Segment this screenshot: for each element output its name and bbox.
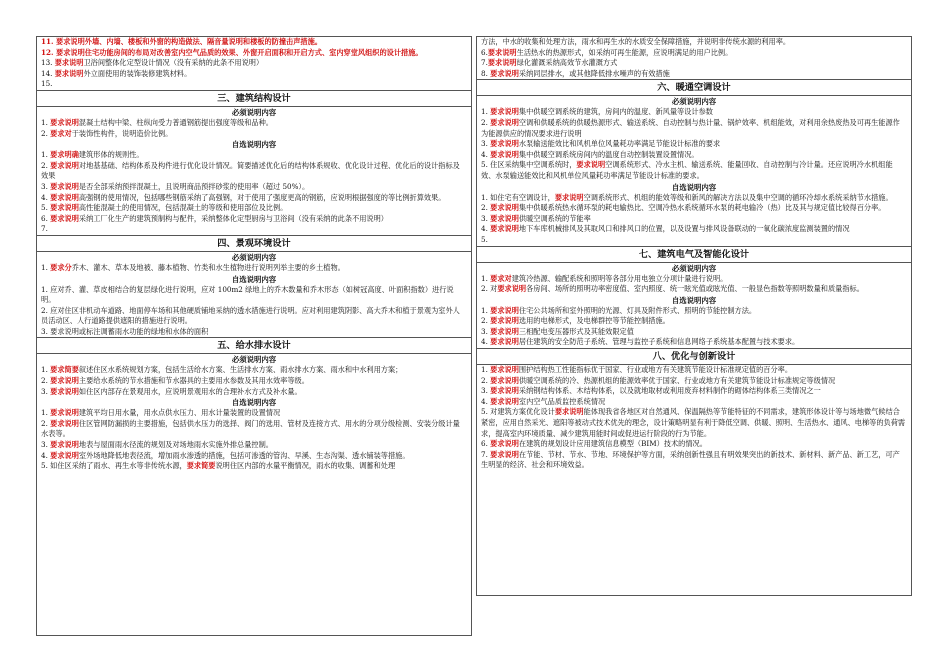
electrical-optional-item-4-keyword: 要求说明 bbox=[490, 337, 519, 347]
right-top-item-2: 6.要求说明生活热水的热源形式，如采纳可再生能源，应说明满足的用户比例。 bbox=[481, 47, 733, 57]
innovation-item-2: 2. 要求说明供暖空调系统的冷、热源机组的能源效率优于国家、行业或地方有关建筑节能设计标准规定等级情况 bbox=[481, 375, 836, 385]
subhead-required-landscape: 必须说明内容 bbox=[231, 252, 277, 262]
structure-optional-item-5-keyword: 要求说明 bbox=[50, 203, 79, 213]
innovation-item-3: 3. 要求说明采纳钢结构体系、木结构体系，以及就地取材或利用废弃材料制作的砌体结构体系三类情况之一 bbox=[481, 386, 821, 396]
right-top-item-2-keyword: 要求说明 bbox=[487, 47, 517, 57]
electrical-required-item-1: 1. 要求对建筑冷热源、输配系统和照明等各部分用电独立分项计量进行说明。 bbox=[481, 273, 728, 283]
innovation-item-2-keyword: 要求说明 bbox=[490, 375, 519, 385]
innovation-item-5-keyword: 要求说明 bbox=[554, 407, 584, 417]
electrical-optional-item-1-keyword: 要求说明 bbox=[490, 305, 519, 315]
electrical-optional-item-3: 3. 要求说明三相配电变压器形式及其能效限定值 bbox=[481, 326, 634, 336]
left-top-item-2: 12. 要求说明住宅功能房间的布局对改善室内空气品质的效果、外窗开启面积和开启方式、室内穿堂风组织的设计措施。 bbox=[41, 47, 423, 57]
landscape-optional-item-2: 2. 应对住区非机动车道路、地面停车场和其他硬质铺地采纳的透水措施进行说明。应对利用建筑阴影、高大乔木和植于景观为室外人员活动区、人行道路提供遮阳的措施进行说明。 bbox=[41, 305, 460, 326]
innovation-item-6-keyword: 要求说明 bbox=[490, 439, 519, 449]
hvac-required-item-2-keyword: 要求说明 bbox=[490, 117, 519, 127]
water-optional-item-3: 3. 要求说明地表与屋面雨水径流的规划及对场地雨水实施外排总量控制。 bbox=[41, 440, 273, 450]
right-column bbox=[476, 36, 912, 596]
hvac-required-item-4: 4. 要求说明集中供暖空调系统房间内的温度自动控制装置设置情况。 bbox=[481, 149, 699, 159]
innovation-item-6: 6. 要求说明在建筑的规划设计应用建筑信息模型（BIM）技术的情况。 bbox=[481, 439, 707, 449]
structure-optional-item-3: 3. 要求说明是否全部采纳预拌混凝土，且说明商品预拌砂浆的使用率（超过 50%）。 bbox=[41, 181, 310, 191]
structure-required-item-1: 1. 要求说明混凝土结构中梁、柱纵向受力普通钢筋提出强度等级和品种。 bbox=[41, 117, 273, 127]
hvac-optional-item-1-keyword: 要求说明 bbox=[554, 192, 584, 202]
left-top-item-5: 15. bbox=[41, 79, 53, 89]
hvac-required-item-3-keyword: 要求说明 bbox=[490, 139, 519, 149]
structure-optional-item-1-keyword: 要求明确 bbox=[50, 150, 79, 160]
section-title-electrical: 七、建筑电气及智能化设计 bbox=[477, 246, 911, 263]
water-required-item-2-keyword: 要求说明 bbox=[50, 376, 79, 386]
innovation-item-1: 1. 要求说明围护结构热工性能指标优于国家、行业或地方有关建筑节能设计标准规定值的百分率。 bbox=[481, 365, 793, 375]
optional-list-hvac bbox=[477, 193, 911, 246]
hvac-optional-item-5: 5. bbox=[481, 234, 488, 244]
innovation-item-7-keyword: 要求说明 bbox=[490, 449, 519, 459]
subhead-optional-water: 自选说明内容 bbox=[231, 398, 277, 408]
hvac-optional-item-2-keyword: 要求说明 bbox=[490, 203, 519, 213]
required-list-hvac bbox=[477, 107, 911, 181]
required-list-water bbox=[37, 365, 471, 397]
structure-optional-item-5: 5. 要求说明高性能混凝土的使用情况，包括混凝土的等级和使用部位及比例。 bbox=[41, 203, 288, 213]
water-optional-item-1: 1. 要求说明建筑平均日用水量，用水点供水压力、用水计量装置的设置情况 bbox=[41, 408, 281, 418]
right-top-item-3: 7.要求说明绿化灌溉采纳高效节水灌溉方式 bbox=[481, 58, 618, 68]
innovation-item-7: 7. 要求说明在节能、节材、节水、节地、环境保护等方面，采纳创新性强且有明效果突出的新技术、新材料、新产品、新工艺，可产生明显的经济、社会和环境效益。 bbox=[481, 449, 900, 470]
hvac-optional-item-3: 3. 要求说明供暖空调系统的节能率 bbox=[481, 213, 591, 223]
subhead-required-hvac: 必须说明内容 bbox=[671, 97, 717, 107]
hvac-optional-item-4-keyword: 要求说明 bbox=[490, 224, 519, 234]
hvac-required-item-1-keyword: 要求说明 bbox=[490, 107, 519, 117]
left-top-item-4: 14. 要求说明外立面使用的装饰装修建筑材料。 bbox=[41, 68, 192, 78]
innovation-item-4-keyword: 要求说明 bbox=[490, 396, 519, 406]
structure-optional-item-4-keyword: 要求说明 bbox=[50, 192, 79, 202]
left-top-item-3: 13. 要求说明卫浴间整体化定型设计情况（没有采纳的此条不用说明） bbox=[41, 58, 264, 68]
section-title-hvac: 六、暖通空调设计 bbox=[477, 79, 911, 96]
optional-list-electrical bbox=[477, 306, 911, 348]
electrical-optional-item-1: 1. 要求说明住宅公共场所和室外照明的光源、灯具及附件形式、照明的节能控制方法。 bbox=[481, 305, 757, 315]
structure-optional-item-2-keyword: 要求说明 bbox=[50, 160, 79, 170]
innovation-list bbox=[477, 365, 911, 471]
structure-optional-item-7: 7. bbox=[41, 224, 48, 234]
right-top-item-4: 8. 要求说明采纳同层排水，或其他降低排水噪声的有效措施 bbox=[481, 68, 670, 78]
required-list-structure bbox=[37, 118, 471, 139]
subhead-optional-landscape: 自选说明内容 bbox=[231, 274, 277, 284]
innovation-item-3-keyword: 要求说明 bbox=[490, 386, 519, 396]
electrical-optional-item-4: 4. 要求说明居住建筑的安全防范子系统、管理与监控子系统和信息网络子系统基本配置与技术要求。 bbox=[481, 337, 800, 347]
electrical-optional-item-3-keyword: 要求说明 bbox=[490, 326, 519, 336]
structure-optional-item-6: 6. 要求说明采纳工厂化生产的建筑预制构与配件，采纳整体化定型厨房与卫浴间（没有采纳的此条不用说明） bbox=[41, 213, 388, 223]
electrical-required-item-1-keyword: 要求对 bbox=[490, 273, 512, 283]
water-optional-item-4: 4. 要求说明室外场地降低地表径流，增加雨水渗透的措施，包括可渗透的管沟、早溪、生态沟渠、透水铺装等措施。 bbox=[41, 450, 410, 460]
right-top-item-4-keyword: 要求说明 bbox=[490, 68, 519, 78]
landscape-required-item-1: 1. 要求分乔木、灌木、草本及地被、藤本植物、竹类和水生植物进行说明列举主要的乡土植物。 bbox=[41, 262, 345, 272]
subhead-required-structure: 必须说明内容 bbox=[231, 107, 277, 117]
landscape-required-item-1-keyword: 要求分 bbox=[50, 262, 72, 272]
subhead-required-water: 必须说明内容 bbox=[231, 355, 277, 365]
innovation-item-1-keyword: 要求说明 bbox=[490, 365, 519, 375]
water-required-item-3: 3. 要求说明如住区内部存在景观用水，应说明景观用水的合理补水方式及补水量。 bbox=[41, 386, 302, 396]
structure-optional-item-6-keyword: 要求说明 bbox=[50, 213, 79, 223]
left-top-item-4-keyword: 要求说明 bbox=[54, 68, 84, 78]
right-top-items bbox=[477, 37, 911, 79]
innovation-item-5: 5. 对建筑方案优化设计要求说明能体现我省各地区对自然通风、保温隔热等节能特征的不同需求，建筑形体设计等与场地微气候结合紧密，应用自然采光、遮阳等被动式技术优先的理念，设计策略明显有利于降低空调、供暖、照明、生活热水、通风、电梯等的负荷需求，提高室内环境质量、减少建筑用能时间或促进运行阶段的行为节能。 bbox=[481, 407, 906, 438]
hvac-optional-item-2: 2. 要求说明集中供暖系统热水循环泵的耗电输热比、空调冷热水系统循环水泵的耗电输冷（热）比及其与规定值比较得百分率。 bbox=[481, 203, 886, 213]
required-list-electrical bbox=[477, 274, 911, 295]
electrical-required-item-2-keyword: 要求说明 bbox=[497, 284, 527, 294]
landscape-optional-item-1: 1. 应对乔、灌、草皮相结合的复层绿化进行说明，应对 100m2 绿地上的乔木数量和乔木形态（如树冠高度、叶面积指数）进行说明。 bbox=[41, 284, 454, 305]
electrical-optional-item-2-keyword: 要求说明 bbox=[490, 316, 519, 326]
hvac-optional-item-3-keyword: 要求说明 bbox=[490, 213, 519, 223]
structure-required-item-2: 2. 要求对于装饰性构件，说明造价比例。 bbox=[41, 128, 173, 138]
electrical-optional-item-2: 2. 要求说明选用的电梯形式，及电梯群控等节能控制措施。 bbox=[481, 316, 670, 326]
water-optional-item-5: 5. 如住区采纳了雨水、再生水等非传统水源，要求简要说明住区内部的水量平衡情况，雨水的收集、调蓄和处理 bbox=[41, 461, 396, 471]
subhead-optional-hvac: 自选说明内容 bbox=[671, 182, 717, 192]
left-top-items bbox=[37, 37, 471, 90]
structure-optional-item-2: 2. 要求说明对地基基础、结构体系及构件进行优化设计情况。简要描述优化后的结构体系规收、优化设计过程、优化后的设计指标及效果 bbox=[41, 160, 460, 181]
hvac-required-item-2: 2. 要求说明空调和供暖系统的供暖热源形式、输送系统、自动控制与热计量、锅炉效率、机组能效，对利用余热废热及可再生能源作为能源供应的情况要求进行说明 bbox=[481, 117, 900, 138]
left-top-item-3-keyword: 要求说明 bbox=[54, 58, 84, 68]
electrical-required-item-2: 2. 对要求说明各房间、场所的照明功率密度值、室内照度、统一眩光值或眩光值、一般显色指数等照明数量和质量指标。 bbox=[481, 284, 864, 294]
hvac-required-item-5: 5. 住区采纳集中空调系统时，要求说明空调系统形式、冷水主机、输送系统、能量回收、自动控制与冷计量。还应说明冷水机组能效、水泵输送能效比和风机单位风量耗功率满足节能设计标准的要求。 bbox=[481, 160, 893, 180]
water-required-item-1: 1. 要求简要叙述住区水系统规划方案，包括生活给水方案、生活排水方案、雨水排水方案、雨水和中水利用方案； bbox=[41, 365, 403, 375]
left-column bbox=[36, 36, 472, 636]
hvac-optional-item-1: 1. 如住宅有空调设计，要求说明空调系统形式、机组的能效等级和新风的解决方法以及集中空调的循环冷却水系统采纳节水措施。 bbox=[481, 192, 893, 202]
hvac-optional-item-4: 4. 要求说明地下车库机械排风及其取风口和排风口的位置，以及设置与排风设备联动的一氧化碳浓度监测装置的情况 bbox=[481, 224, 850, 234]
water-required-item-2: 2. 要求说明主要给水系统的节水措施和节水器具的主要用水参数及其用水效率等级。 bbox=[41, 376, 309, 386]
water-optional-item-1-keyword: 要求说明 bbox=[50, 408, 79, 418]
hvac-required-item-4-keyword: 要求说明 bbox=[490, 149, 519, 159]
subhead-optional-structure: 自选说明内容 bbox=[231, 140, 277, 150]
right-top-item-1: 方法，中水的收集和处理方法，雨水和再生水的水质安全保障措施，并说明非传统水源的利用率。 bbox=[481, 37, 791, 46]
structure-optional-item-4: 4. 要求说明高强钢的使用情况，包括哪些钢筋采纳了高强钢，对于使用了强度更高的钢筋，应说明根据强度的等比例折算效果。 bbox=[41, 192, 446, 202]
landscape-optional-item-3: 3. 要求说明或标注调蓄雨水功能的绿地和水体的面积 bbox=[41, 326, 209, 336]
water-optional-item-3-keyword: 要求说明 bbox=[50, 440, 79, 450]
hvac-required-item-5-keyword: 要求说明 bbox=[576, 160, 606, 170]
optional-list-landscape bbox=[37, 285, 471, 338]
structure-required-item-2-keyword: 要求对 bbox=[50, 128, 72, 138]
section-title-innovation: 八、优化与创新设计 bbox=[477, 348, 911, 365]
water-optional-item-5-keyword: 要求简要 bbox=[186, 461, 216, 471]
structure-optional-item-3-keyword: 要求说明 bbox=[50, 181, 79, 191]
section-title-landscape: 四、景观环境设计 bbox=[37, 235, 471, 252]
hvac-required-item-3: 3. 要求说明水泵输送能效比和风机单位风量耗功率满足节能设计标准的要求 bbox=[481, 139, 721, 149]
water-optional-item-2-keyword: 要求说明 bbox=[50, 418, 79, 428]
left-top-item-1: 11. 要求说明外墙、内墙、楼板和外窗的构造做法、隔音量说明和楼板的防撞击声措施。 bbox=[41, 37, 322, 46]
section-title-water: 五、给水排水设计 bbox=[37, 337, 471, 354]
structure-optional-item-1: 1. 要求明确建筑形体的规则性。 bbox=[41, 150, 144, 160]
water-required-item-1-keyword: 要求简要 bbox=[50, 365, 79, 375]
right-top-item-3-keyword: 要求说明 bbox=[487, 58, 517, 68]
hvac-required-item-1: 1. 要求说明集中供暖空调系统的建筑，房间内的温度、新风量等设计参数 bbox=[481, 107, 713, 117]
subhead-optional-electrical: 自选说明内容 bbox=[671, 295, 717, 305]
section-title-structure: 三、建筑结构设计 bbox=[37, 90, 471, 107]
innovation-item-4: 4. 要求说明室内空气品质监控系统情况 bbox=[481, 396, 606, 406]
optional-list-water bbox=[37, 408, 471, 472]
required-list-landscape bbox=[37, 263, 471, 274]
optional-list-structure bbox=[37, 150, 471, 235]
water-optional-item-2: 2. 要求说明住区管网防漏损的主要措施，包括供水压力的选择、阀门的选用、管材及连接方式、用水的分项分级检测、安装分级计量水表等。 bbox=[41, 418, 460, 439]
water-optional-item-4-keyword: 要求说明 bbox=[50, 450, 79, 460]
water-required-item-3-keyword: 要求说明 bbox=[50, 386, 79, 396]
structure-required-item-1-keyword: 要求说明 bbox=[50, 117, 79, 127]
subhead-required-electrical: 必须说明内容 bbox=[671, 263, 717, 273]
